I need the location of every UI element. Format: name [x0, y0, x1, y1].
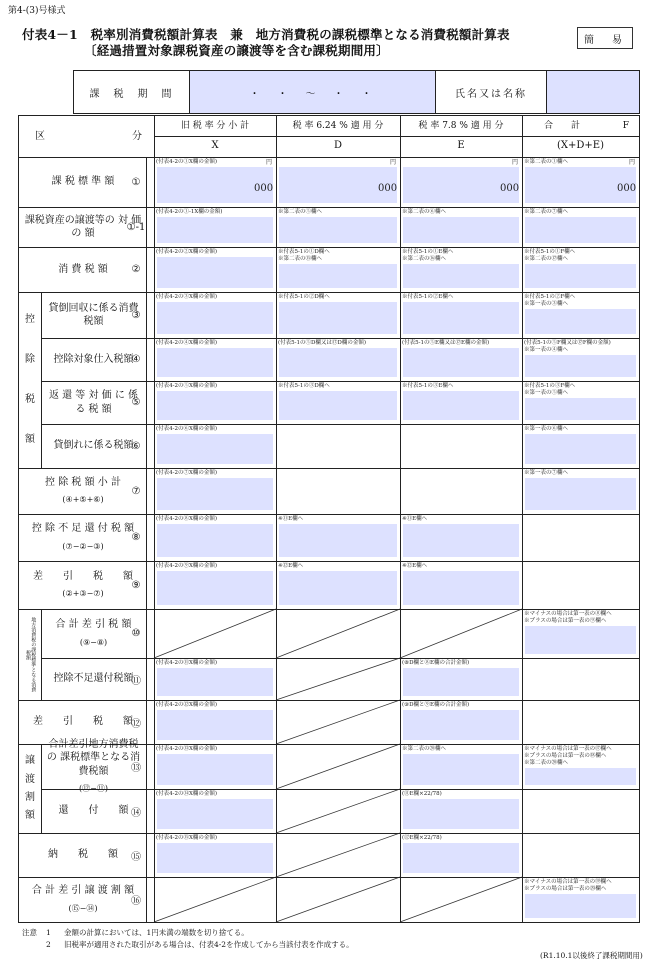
form-subtitle: 〔経過措置対象課税資産の譲渡等を含む課税期間用〕: [84, 43, 389, 58]
row-12-x-note-line: (付表4-2の⑪X欄の金額): [156, 660, 218, 666]
row-15-e-note-line: (⑪E欄×22/78): [402, 791, 442, 797]
header-f-formula: (X+D+E): [557, 140, 604, 152]
row-12-number: ⑪: [131, 675, 141, 687]
column-divider: [400, 116, 401, 922]
row-2-number: ①-1: [126, 221, 146, 233]
row-15-e-note: [402, 791, 442, 798]
header-f-label: 合 計: [544, 120, 581, 131]
row-11-e-strike: [400, 609, 522, 658]
row-1-x-unit: 円: [266, 159, 273, 166]
row-2-d-note: [278, 209, 322, 216]
row-4-x-note: [156, 294, 217, 301]
row-1-e-unit: 円: [512, 159, 519, 166]
row-3-d-note-line: ※第二表の⑮欄へ: [278, 255, 323, 262]
period-input[interactable]: ・ ・ ～ ・ ・: [190, 71, 435, 113]
row-9-formula: (⑦−②−③): [62, 541, 104, 551]
row-3-f-note: [524, 249, 575, 263]
row-14-f-note-line: ※プラスの場合は第一表の⑱欄へ: [524, 752, 607, 759]
row-14-number: ⑬: [131, 763, 141, 774]
row-11-formula: (⑨−⑧): [79, 637, 108, 647]
row-11-f-note-line: ※プラスの場合は第一表の⑨欄へ: [524, 617, 607, 624]
row-5-f-input[interactable]: [525, 355, 636, 377]
row-12-x-note: [156, 660, 217, 667]
row-6-x-note: [156, 383, 217, 390]
row-8-number: ⑦: [131, 485, 141, 497]
header-e-title: 税 率 7.8 % 適 用 分: [418, 120, 504, 131]
row-11-number: ⑩: [131, 628, 141, 639]
row-13-e-note: [402, 702, 469, 709]
row-10-number: ⑨: [131, 579, 141, 591]
row-6-x-note-line: (付表4-2の⑤X欄の金額): [156, 383, 218, 389]
row-2-f-note: [524, 209, 568, 216]
row-14-label-text: 合計差引地方消費税の 課税標準となる消費税額: [46, 738, 141, 777]
row-7-number: ⑥: [131, 440, 141, 452]
row-15-x-input[interactable]: [157, 799, 273, 829]
header-category-right: 分: [132, 130, 142, 142]
row-9-e-input[interactable]: [403, 524, 519, 557]
row-15-number: ⑭: [131, 807, 141, 819]
row-4-e-input[interactable]: [403, 302, 519, 334]
row-4-label-text: 貸倒回収に係る消費税額: [48, 302, 139, 327]
row-7-x-input[interactable]: [157, 434, 273, 464]
row-3-e-note: [402, 249, 453, 263]
group-kojo-char: 除: [25, 354, 35, 366]
column-divider: [522, 116, 523, 922]
row-12-d-strike: [276, 658, 400, 700]
group-jouto: [19, 744, 41, 833]
group-chihou-text: 地方消費税の課税標準となる消費税額: [25, 617, 37, 692]
header-category-left: 区: [35, 130, 45, 142]
row-5-label-text: 控除対象仕入税額: [53, 353, 134, 365]
header-d-code: D: [333, 140, 343, 152]
row-12-e-note-line: (⑧D欄と⑧E欄の合計金額): [402, 660, 470, 666]
row-divider: [154, 136, 639, 137]
row-8-x-note: [156, 470, 217, 477]
row-2-x-note-line: (付表4-2の①-1X欄の金額): [156, 209, 223, 215]
name-label: 氏名又は名称: [455, 88, 527, 100]
row-14-e-input[interactable]: [403, 754, 519, 785]
row-13-label-text: 差 引 税 額: [33, 716, 133, 728]
row-3-x-note-line: (付表4-2の②X欄の金額): [156, 249, 218, 255]
row-9-e-note: [402, 516, 427, 523]
row-14-f-input[interactable]: [525, 768, 636, 785]
row-7-f-note-line: ※第一表の⑥欄へ: [524, 426, 569, 432]
row-6-label-text: 返 還 等 対 価 に 係 る 税 額: [48, 390, 139, 415]
row-15-e-input[interactable]: [403, 799, 519, 829]
header-f-title: [522, 116, 639, 136]
header-d-title: 税 率 6.24 % 適 用 分: [292, 120, 384, 131]
tax-calculation-table: [18, 115, 640, 923]
row-10-label-text: 差 引 税 額: [33, 570, 133, 582]
row-1-x-note: [156, 159, 217, 166]
header-e-code: E: [457, 140, 465, 152]
row-9-d-note: [278, 516, 303, 523]
row-6-f-note-line: ※付表5-1の③F欄へ: [524, 383, 576, 389]
row-14-e-note-line: ※第二表の⑳欄へ: [402, 746, 447, 752]
row-8-x-input[interactable]: [157, 478, 273, 510]
row-1-f-note: [524, 159, 568, 166]
row-2-e-note-line: ※第二表の⑥欄へ: [402, 209, 447, 215]
column-divider: [276, 116, 277, 922]
header-x-code: X: [211, 140, 219, 152]
row-2-e-input[interactable]: [403, 217, 519, 243]
row-5-d-note-line: (付表5-1の⑤D欄又は⑰D欄の金額): [278, 340, 366, 346]
simple-badge-label: 簡 易: [584, 34, 626, 46]
row-12-x-input[interactable]: [157, 668, 273, 696]
period-label: 課 税 期 間: [89, 88, 174, 100]
note-1: 金額の計算においては、1円未満の端数を切り捨てる。: [64, 928, 249, 937]
row-7-label-text: 貸倒れに係る税額: [53, 440, 134, 452]
notes-label: 注意: [22, 928, 37, 937]
row-6-f-input[interactable]: [525, 398, 636, 420]
group-jouto-char: 渡: [25, 773, 35, 785]
row-5-number: ④: [131, 354, 141, 365]
row-17-f-input[interactable]: [525, 894, 636, 918]
row-4-d-input[interactable]: [279, 302, 397, 334]
row-15-x-note-line: (付表4-2の⑭X欄の金額): [156, 791, 218, 797]
row-2-x-input[interactable]: [157, 217, 273, 243]
row-17-label-text: 合 計 差 引 譲 渡 割 額: [31, 885, 135, 897]
row-3-number: ②: [131, 264, 141, 275]
row-1-f-zeros: 000: [617, 183, 637, 194]
row-6-d-note-line: ※付表5-1の③D欄へ: [278, 383, 330, 389]
group-chihou: [19, 609, 41, 700]
group-kojo-char: 額: [25, 434, 35, 446]
row-16-number: ⑮: [131, 851, 141, 863]
row-3-d-note: [278, 249, 330, 263]
row-15-d-strike: [276, 789, 400, 833]
row-15-x-note: [156, 791, 217, 798]
row-16-e-input[interactable]: [403, 843, 519, 873]
group-kojo: [19, 292, 41, 468]
row-1-f-unit: 円: [629, 159, 636, 166]
row-2-e-note: [402, 209, 446, 216]
column-divider: [146, 157, 147, 922]
row-5-f-note-line: (付表5-1の⑤F欄又は⑰F欄の金額): [524, 340, 611, 346]
row-14-f-note: [524, 746, 612, 767]
row-4-f-note: [524, 294, 575, 308]
row-6-e-input[interactable]: [403, 391, 519, 420]
row-17-d-strike: [276, 877, 400, 922]
row-17-e-strike: [400, 877, 522, 922]
row-10-d-note: [278, 563, 303, 570]
row-10-d-note-line: ※⑫E欄へ: [278, 563, 304, 569]
row-7-f-note: [524, 426, 568, 433]
row-5-x-note: [156, 340, 217, 347]
row-3-x-note: [156, 249, 217, 256]
column-divider: [154, 116, 155, 922]
row-6-number: ⑤: [131, 397, 141, 408]
row-10-e-input[interactable]: [403, 571, 519, 605]
row-4-f-note-line: ※付表5-1の②F欄へ: [524, 294, 576, 300]
row-4-f-note-line: ※第一表の③欄へ: [524, 300, 569, 307]
row-17-f-note-line: ※プラスの場合は第一表の⑳欄へ: [524, 885, 607, 892]
row-14-e-note: [402, 746, 446, 753]
row-11-f-note-line: ※マイナスの場合は第一表の⑧欄へ: [524, 611, 612, 617]
row-8-label-text: 控 除 税 額 小 計: [45, 476, 121, 488]
row-3-f-note-line: ※第二表の⑰欄へ: [524, 255, 569, 262]
row-2-f-input[interactable]: [525, 217, 636, 243]
row-3-e-note-line: ※第二表の⑯欄へ: [402, 255, 447, 262]
row-4-x-note-line: (付表4-2の③X欄の金額): [156, 294, 218, 300]
row-16-e-note-line: (⑫E欄×22/78): [402, 835, 442, 841]
row-6-x-input[interactable]: [157, 391, 273, 420]
row-2-d-note-line: ※第二表の⑤欄へ: [278, 209, 323, 215]
row-6-d-input[interactable]: [279, 391, 397, 420]
name-input[interactable]: [547, 71, 639, 113]
row-13-x-note-line: (付表4-2の⑫X欄の金額): [156, 702, 218, 708]
header-x-title: 旧 税 率 分 小 計: [180, 120, 250, 131]
row-17-number: ⑯: [131, 896, 141, 907]
row-2-x-note: [156, 209, 222, 216]
row-5-x-note-line: (付表4-2の④X欄の金額): [156, 340, 218, 346]
row-17-x-strike: [154, 877, 276, 922]
row-4-d-note: [278, 294, 330, 301]
row-5-f-note-line: ※第一表の④欄へ: [524, 346, 569, 353]
row-10-e-note: [402, 563, 427, 570]
row-3-e-input[interactable]: [403, 264, 519, 288]
row-13-d-strike: [276, 700, 400, 744]
row-8-f-note: [524, 470, 568, 477]
row-13-number: ⑫: [131, 718, 141, 730]
row-6-e-note-line: ※付表5-1の③E欄へ: [402, 383, 454, 389]
row-16-x-input[interactable]: [157, 843, 273, 873]
form-title: 付表4－1 税率別消費税額計算表 兼 地方消費税の課税標準となる消費税額計算表: [22, 27, 510, 42]
row-1-d-unit: 円: [390, 159, 397, 166]
row-3-d-note-line: ※付表5-1の①D欄へ: [278, 249, 330, 255]
row-6-f-note-line: ※第一表の⑤欄へ: [524, 389, 569, 396]
row-16-label-text: 納 税 額: [48, 849, 118, 861]
row-5-e-note: [402, 340, 489, 347]
row-3-f-input[interactable]: [525, 264, 636, 288]
row-4-e-note: [402, 294, 453, 301]
column-divider: [41, 292, 42, 468]
row-8-f-input[interactable]: [525, 478, 636, 510]
row-6-e-note: [402, 383, 453, 390]
row-14-x-note: [156, 746, 217, 753]
row-10-x-note-line: (付表4-2の⑨X欄の金額): [156, 563, 218, 569]
row-10-formula: (②+③−⑦): [62, 589, 104, 599]
row-5-d-input[interactable]: [279, 348, 397, 377]
row-3-label-text: 消 費 税 額: [58, 263, 108, 275]
row-14-formula: (⑫−⑪): [79, 784, 108, 794]
row-5-e-note-line: (付表5-1の⑤E欄又は⑰E欄の金額): [402, 340, 490, 346]
row-13-x-input[interactable]: [157, 710, 273, 740]
note-2-number: 2: [46, 940, 51, 949]
row-9-d-note-line: ※⑪E欄へ: [278, 516, 304, 522]
form-id: 第4-(3)号様式: [8, 6, 66, 16]
row-9-label-text: 控 除 不 足 還 付 税 額: [31, 523, 135, 535]
row-17-formula: (⑮−⑭): [68, 903, 98, 913]
note-1-number: 1: [46, 928, 51, 937]
row-5-f-note: [524, 340, 611, 354]
row-17-f-note: [524, 879, 612, 893]
row-10-e-note-line: ※⑫E欄へ: [402, 563, 428, 569]
row-9-d-input[interactable]: [279, 524, 397, 557]
row-2-d-input[interactable]: [279, 217, 397, 243]
row-10-x-input[interactable]: [157, 571, 273, 605]
row-4-f-input[interactable]: [525, 309, 636, 334]
row-12-e-note: [402, 660, 469, 667]
row-14-d-strike: [276, 744, 400, 789]
row-5-x-input[interactable]: [157, 348, 273, 377]
row-3-f-note-line: ※付表5-1の①F欄へ: [524, 249, 576, 255]
note-2: 旧税率が適用された取引がある場合は、付表4-2を作成してから当該付表を作成する。: [64, 940, 354, 949]
column-divider: [41, 744, 42, 833]
row-1-x-note-line: (付表4-2の①X欄の金額): [156, 159, 218, 165]
row-3-e-note-line: ※付表5-1の①E欄へ: [402, 249, 454, 255]
row-4-d-note-line: ※付表5-1の②D欄へ: [278, 294, 330, 300]
row-8-formula: (④+⑤+⑥): [62, 495, 104, 505]
header-info-row: [73, 70, 640, 114]
row-7-f-input[interactable]: [525, 434, 636, 464]
row-13-x-note: [156, 702, 217, 709]
row-8-f-note-line: ※第一表の⑦欄へ: [524, 470, 569, 476]
row-5-d-note: [278, 340, 366, 347]
group-jouto-char: 額: [25, 810, 35, 822]
row-3-d-input[interactable]: [279, 264, 397, 288]
row-4-e-note-line: ※付表5-1の②E欄へ: [402, 294, 454, 300]
row-16-x-note: [156, 835, 217, 842]
row-9-x-input[interactable]: [157, 524, 273, 557]
row-12-e-input[interactable]: [403, 668, 519, 696]
header-f-code: F: [622, 120, 629, 131]
row-2-f-note-line: ※第二表の⑦欄へ: [524, 209, 569, 215]
row-16-e-note: [402, 835, 442, 842]
row-1-label-text: 課 税 標 準 額: [51, 176, 115, 188]
row-4-x-input[interactable]: [157, 302, 273, 334]
row-11-x-strike: [154, 609, 276, 658]
row-7-x-note: [156, 426, 217, 433]
row-10-d-input[interactable]: [279, 571, 397, 605]
row-6-d-note: [278, 383, 330, 390]
header-category: [23, 116, 150, 157]
row-11-label-text: 合 計 差 引 税 額: [55, 619, 132, 631]
row-6-f-note: [524, 383, 575, 397]
row-1-e-zeros: 000: [500, 183, 520, 194]
row-17-f-note-line: ※マイナスの場合は第一表の⑲欄へ: [524, 879, 612, 885]
row-1-number: ①: [131, 176, 141, 188]
row-16-d-strike: [276, 833, 400, 877]
row-1-d-zeros: 000: [378, 183, 398, 194]
row-9-x-note-line: (付表4-2の⑧X欄の金額): [156, 516, 218, 522]
row-13-e-input[interactable]: [403, 710, 519, 740]
row-8-x-note-line: (付表4-2の⑦X欄の金額): [156, 470, 218, 476]
row-10-x-note: [156, 563, 217, 570]
row-14-f-note-line: ※マイナスの場合は第一表の⑰欄へ: [524, 746, 612, 752]
row-13-e-note-line: (⑨D欄と⑨E欄の合計金額): [402, 702, 470, 708]
row-11-f-input[interactable]: [525, 626, 636, 654]
row-15-label-text: 還 付 額: [58, 805, 129, 817]
revision-note: (R1.10.1以後終了課税期間用): [540, 951, 643, 960]
group-jouto-char: 割: [25, 791, 35, 803]
row-9-x-note: [156, 516, 217, 523]
row-2-label-text: 課税資産の譲渡等の 対 価 の 額: [24, 214, 142, 239]
column-divider: [41, 609, 42, 700]
row-14-x-note-line: (付表4-2の⑬X欄の金額): [156, 746, 218, 752]
row-16-x-note-line: (付表4-2の⑮X欄の金額): [156, 835, 218, 841]
row-9-e-note-line: ※⑪E欄へ: [402, 516, 428, 522]
row-14-f-note-line: ※第二表の⑳欄へ: [524, 759, 569, 766]
row-4-number: ③: [131, 309, 141, 321]
row-14-x-input[interactable]: [157, 754, 273, 785]
row-7-x-note-line: (付表4-2の⑥X欄の金額): [156, 426, 218, 432]
simple-badge: [577, 27, 633, 49]
row-1-f-note-line: ※第二表の①欄へ: [524, 159, 569, 165]
row-9-number: ⑧: [131, 532, 141, 543]
group-kojo-char: 控: [25, 314, 35, 326]
row-1-x-zeros: 000: [254, 183, 274, 194]
row-11-f-note: [524, 611, 612, 625]
row-5-e-input[interactable]: [403, 348, 519, 377]
row-12-label-text: 控除不足還付税額: [53, 673, 134, 685]
group-kojo-char: 税: [25, 394, 35, 406]
row-11-d-strike: [276, 609, 400, 658]
row-3-x-input[interactable]: [157, 257, 273, 288]
group-jouto-char: 譲: [25, 755, 35, 767]
